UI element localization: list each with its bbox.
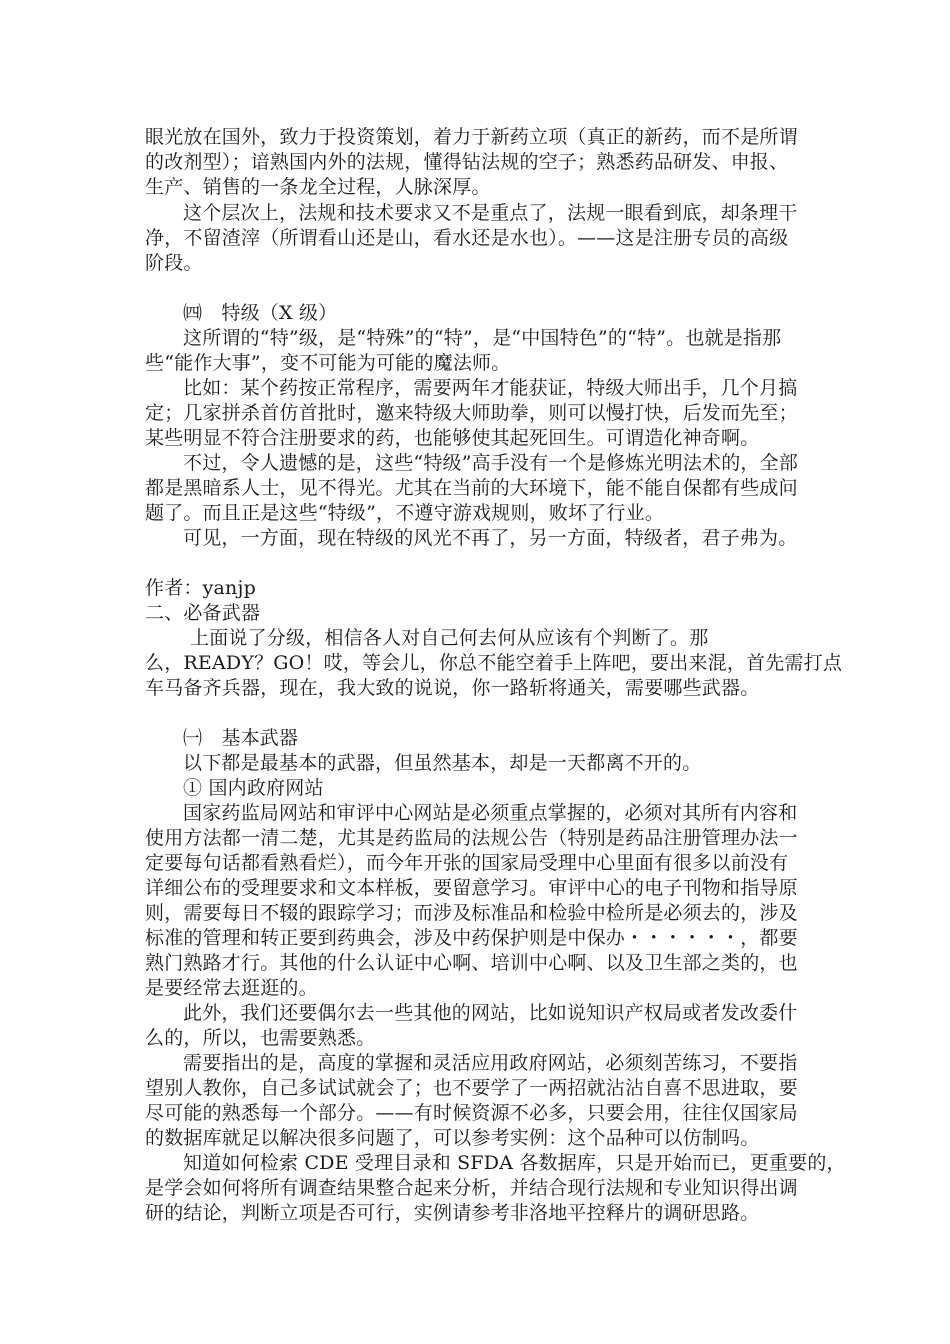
text-line: 需要指出的是，高度的掌握和灵活应用政府网站，必须刻苦练习，不要指 bbox=[183, 1052, 798, 1074]
text-line: 详细公布的受理要求和文本样板，要留意学习。审评中心的电子刊物和指导原 bbox=[145, 877, 798, 899]
text-line: 题了。而且正是这些“特级”，不遵守游戏规则，败坏了行业。 bbox=[145, 502, 665, 524]
text-line: 生产、销售的一条龙全过程，人脉深厚。 bbox=[145, 176, 491, 198]
text-line: 则，需要每日不辍的跟踪学习；而涉及标准品和检验中检所是必须去的，涉及 bbox=[145, 902, 798, 924]
text-line: 知道如何检索 CDE 受理目录和 SFDA 各数据库，只是开始而已，更重要的， bbox=[183, 1152, 846, 1174]
text-line: 定要每句话都看熟看烂），而今年开张的国家局受理中心里面有很多以前没有 bbox=[145, 852, 789, 874]
text-line: 望别人教你，自己多试试就会了；也不要学了一两招就沾沾自喜不思进取，要 bbox=[145, 1077, 798, 1099]
text-line: 此外，我们还要偶尔去一些其他的网站，比如说知识产权局或者发改委什 bbox=[183, 1002, 798, 1024]
text-line: 这个层次上，法规和技术要求又不是重点了，法规一眼看到底，却条理干 bbox=[183, 202, 798, 224]
text-line: 某些明显不符合注册要求的药，也能够使其起死回生。可谓造化神奇啊。 bbox=[145, 427, 760, 449]
text-line: 不过，令人遗憾的是，这些“特级”高手没有一个是修炼光明法术的，全部 bbox=[183, 452, 799, 474]
text-line: 眼光放在国外，致力于投资策划，着力于新药立项（真正的新药，而不是所谓 bbox=[145, 126, 798, 148]
text-line: 熟门熟路才行。其他的什么认证中心啊、培训中心啊、以及卫生部之类的，也 bbox=[145, 952, 798, 974]
text-line: 是学会如何将所有调查结果整合起来分析，并结合现行法规和专业知识得出调 bbox=[145, 1177, 798, 1199]
text-line: 这所谓的“特”级，是“特殊”的“特”，是“中国特色”的“特”。也就是指那 bbox=[183, 327, 782, 349]
text-line: 尽可能的熟悉每一个部分。——有时候资源不必多，只要会用，往往仅国家局 bbox=[145, 1102, 798, 1124]
text-line: 比如：某个药按正常程序，需要两年才能获证，特级大师出手，几个月搞 bbox=[183, 377, 798, 399]
text-line: 都是黑暗系人士，见不得光。尤其在当前的大环境下，能不能自保都有些成问 bbox=[145, 477, 798, 499]
author-line: 作者：yanjp bbox=[145, 577, 256, 599]
text-line: 定；几家拼杀首仿首批时，邀来特级大师助拳，则可以慢打快，后发而先至； bbox=[145, 402, 798, 424]
section-heading: ㈣ 特级（X 级） bbox=[183, 302, 338, 324]
text-line: 可见，一方面，现在特级的风光不再了，另一方面，特级者，君子弗为。 bbox=[183, 527, 798, 549]
text-line: 么的，所以，也需要熟悉。 bbox=[145, 1027, 376, 1049]
text-line: 么，READY？GO！哎，等会儿，你总不能空着手上阵吧，要出来混，首先需打点 bbox=[145, 652, 843, 674]
text-line: 是要经常去逛逛的。 bbox=[145, 977, 318, 999]
text-line: 标准的管理和转正要到药典会，涉及中药保护则是中保办・・・・・・，都要 bbox=[145, 927, 798, 949]
subsection-heading: ① 国内政府网站 bbox=[183, 777, 324, 799]
text-line: 的数据库就足以解决很多问题了，可以参考实例：这个品种可以仿制吗。 bbox=[145, 1127, 760, 1149]
text-line: 以下都是最基本的武器，但虽然基本，却是一天都离不开的。 bbox=[183, 752, 702, 774]
text-line: 使用方法都一清二楚，尤其是药监局的法规公告（特别是药品注册管理办法一 bbox=[145, 827, 798, 849]
text-line: 净，不留渣滓（所谓看山还是山，看水还是水也）。——这是注册专员的高级 bbox=[145, 227, 789, 249]
text-line: 些“能作大事”，变不可能为可能的魔法师。 bbox=[145, 352, 511, 374]
text-line: 研的结论，判断立项是否可行，实例请参考非洛地平控释片的调研思路。 bbox=[145, 1202, 760, 1224]
section-heading: ㈠ 基本武器 bbox=[183, 727, 299, 749]
text-line: 车马备齐兵器，现在，我大致的说说，你一路斩将通关，需要哪些武器。 bbox=[145, 677, 760, 699]
text-line: 上面说了分级，相信各人对自己何去何从应该有个判断了。那 bbox=[190, 627, 709, 649]
section-heading: 二、必备武器 bbox=[145, 602, 261, 624]
text-line: 国家药监局网站和审评中心网站是必须重点掌握的，必须对其所有内容和 bbox=[183, 802, 798, 824]
text-line: 阶段。 bbox=[145, 252, 203, 274]
text-line: 的改剂型）；谙熟国内外的法规，懂得钻法规的空子；熟悉药品研发、申报、 bbox=[145, 151, 789, 173]
